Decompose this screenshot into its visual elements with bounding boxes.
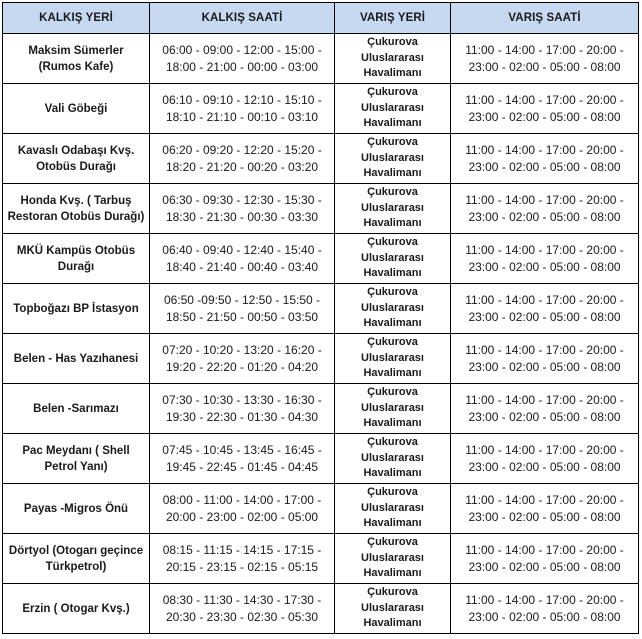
departure-stop-cell: Vali Göbeği	[3, 84, 150, 134]
departure-times-cell	[150, 284, 335, 334]
arrival-times-line: 23:00 - 02:00 - 05:00 - 08:00	[468, 159, 621, 174]
table-row	[3, 284, 639, 334]
header-arrival-time: VARIŞ SAATİ	[451, 3, 639, 34]
departure-stop-cell: Honda Kvş. ( Tarbuş Restoran Otobüs Durağı)	[3, 184, 150, 234]
departure-times-line: 06:10 - 09:10 - 12:10 - 15:10 -	[162, 93, 322, 107]
table-row	[3, 584, 639, 634]
departure-times-cell	[150, 534, 335, 584]
departure-times-line: 07:30 - 10:30 - 13:30 - 16:30 -	[162, 393, 322, 407]
arrival-times-line: 23:00 - 02:00 - 05:00 - 08:00	[468, 259, 621, 274]
destination-cell: Çukurova Uluslararası Havalimanı	[335, 584, 451, 634]
departure-stop-cell: Kavaslı Odabaşı Kvş. Otobüs Durağı	[3, 134, 150, 184]
departure-times-line: 18:50 - 21:50 - 00:50 - 03:50	[165, 309, 319, 324]
table-row	[3, 334, 639, 384]
departure-stop-cell: Dörtyol (Otogarı geçince Türkpetrol)	[3, 534, 150, 584]
arrival-times-cell	[451, 534, 639, 584]
header-arrival-place: VARIŞ YERİ	[335, 3, 451, 34]
arrival-times-cell	[451, 284, 639, 334]
departure-times-line: 06:20 - 09:20 - 12:20 - 15:20 -	[162, 143, 322, 157]
arrival-times-cell	[451, 234, 639, 284]
departure-times-line: 06:50 -09:50 - 12:50 - 15:50 -	[163, 293, 321, 307]
arrival-times-line: 23:00 - 02:00 - 05:00 - 08:00	[468, 59, 621, 74]
destination-cell: Çukurova Uluslararası Havalimanı	[335, 184, 451, 234]
departure-times-line: 20:00 - 23:00 - 02:00 - 05:00	[165, 509, 319, 524]
departure-stop-cell: Belen -Sarımazı	[3, 384, 150, 434]
departure-times-line: 08:15 - 11:15 - 14:15 - 17:15 -	[162, 543, 322, 557]
arrival-times-cell	[451, 84, 639, 134]
destination-cell: Çukurova Uluslararası Havalimanı	[335, 434, 451, 484]
arrival-times-line: 23:00 - 02:00 - 05:00 - 08:00	[468, 509, 621, 524]
departure-times-line: 20:30 - 23:30 - 02:30 - 05:30	[165, 609, 319, 624]
departure-times-cell	[150, 434, 335, 484]
arrival-times-line: 23:00 - 02:00 - 05:00 - 08:00	[468, 459, 621, 474]
destination-cell: Çukurova Uluslararası Havalimanı	[335, 234, 451, 284]
header-departure-time: KALKIŞ SAATİ	[150, 3, 335, 34]
departure-stop-cell: Pac Meydanı ( Shell Petrol Yanı)	[3, 434, 150, 484]
arrival-times-cell	[451, 484, 639, 534]
table-row	[3, 34, 639, 84]
table-row	[3, 484, 639, 534]
arrival-times-cell	[451, 184, 639, 234]
schedule-page	[2, 2, 640, 635]
departure-times-line: 19:30 - 22:30 - 01:30 - 04:30	[165, 409, 319, 424]
arrival-times-cell	[451, 134, 639, 184]
arrival-times-line: 11:00 - 14:00 - 17:00 - 20:00 -	[465, 143, 624, 157]
arrival-times-cell	[451, 334, 639, 384]
destination-cell: Çukurova Uluslararası Havalimanı	[335, 484, 451, 534]
departure-times-cell	[150, 584, 335, 634]
arrival-times-line: 11:00 - 14:00 - 17:00 - 20:00 -	[465, 93, 624, 107]
arrival-times-line: 23:00 - 02:00 - 05:00 - 08:00	[468, 559, 621, 574]
departure-times-cell	[150, 484, 335, 534]
arrival-times-line: 11:00 - 14:00 - 17:00 - 20:00 -	[465, 43, 624, 57]
departure-times-line: 06:40 - 09:40 - 12:40 - 15:40 -	[162, 243, 322, 257]
departure-times-line: 06:00 - 09:00 - 12:00 - 15:00 -	[162, 43, 322, 57]
departure-times-line: 18:00 - 21:00 - 00:00 - 03:00	[165, 59, 319, 74]
departure-times-cell	[150, 34, 335, 84]
departure-times-cell	[150, 134, 335, 184]
table-header	[3, 3, 639, 34]
departure-stop-cell: MKÜ Kampüs Otobüs Durağı	[3, 234, 150, 284]
arrival-times-cell	[451, 584, 639, 634]
departure-times-line: 06:30 - 09:30 - 12:30 - 15:30 -	[162, 193, 322, 207]
departure-stop-cell: Belen - Has Yazıhanesi	[3, 334, 150, 384]
arrival-times-line: 11:00 - 14:00 - 17:00 - 20:00 -	[465, 543, 624, 557]
destination-cell: Çukurova Uluslararası Havalimanı	[335, 534, 451, 584]
table-row	[3, 134, 639, 184]
arrival-times-line: 11:00 - 14:00 - 17:00 - 20:00 -	[465, 593, 624, 607]
table-row	[3, 234, 639, 284]
arrival-times-line: 23:00 - 02:00 - 05:00 - 08:00	[468, 309, 621, 324]
departure-times-line: 18:20 - 21:20 - 00:20 - 03:20	[165, 159, 319, 174]
departure-stop-cell: Erzin ( Otogar Kvş.)	[3, 584, 150, 634]
table-row	[3, 84, 639, 134]
departure-times-cell	[150, 234, 335, 284]
arrival-times-cell	[451, 434, 639, 484]
table-row	[3, 534, 639, 584]
arrival-times-line: 23:00 - 02:00 - 05:00 - 08:00	[468, 609, 621, 624]
departure-times-line: 19:45 - 22:45 - 01:45 - 04:45	[165, 459, 319, 474]
departure-times-line: 08:00 - 11:00 - 14:00 - 17:00 -	[162, 493, 322, 507]
arrival-times-line: 11:00 - 14:00 - 17:00 - 20:00 -	[465, 443, 624, 457]
arrival-times-line: 11:00 - 14:00 - 17:00 - 20:00 -	[465, 393, 624, 407]
departure-times-line: 07:45 - 10:45 - 13:45 - 16:45 -	[162, 443, 322, 457]
departure-times-cell	[150, 334, 335, 384]
destination-cell: Çukurova Uluslararası Havalimanı	[335, 34, 451, 84]
arrival-times-line: 23:00 - 02:00 - 05:00 - 08:00	[468, 109, 621, 124]
destination-cell: Çukurova Uluslararası Havalimanı	[335, 134, 451, 184]
departure-stop-cell: Topboğazı BP İstasyon	[3, 284, 150, 334]
destination-cell: Çukurova Uluslararası Havalimanı	[335, 334, 451, 384]
arrival-times-line: 11:00 - 14:00 - 17:00 - 20:00 -	[465, 243, 624, 257]
arrival-times-line: 23:00 - 02:00 - 05:00 - 08:00	[468, 359, 621, 374]
departure-times-line: 18:10 - 21:10 - 00:10 - 03:10	[165, 109, 319, 124]
departure-stop-cell: Maksim Sümerler (Rumos Kafe)	[3, 34, 150, 84]
destination-cell: Çukurova Uluslararası Havalimanı	[335, 284, 451, 334]
arrival-times-cell	[451, 384, 639, 434]
destination-cell: Çukurova Uluslararası Havalimanı	[335, 384, 451, 434]
arrival-times-line: 11:00 - 14:00 - 17:00 - 20:00 -	[465, 193, 624, 207]
table-row	[3, 434, 639, 484]
arrival-times-line: 11:00 - 14:00 - 17:00 - 20:00 -	[465, 293, 624, 307]
arrival-times-line: 11:00 - 14:00 - 17:00 - 20:00 -	[465, 493, 624, 507]
departure-times-line: 18:40 - 21:40 - 00:40 - 03:40	[165, 259, 319, 274]
arrival-times-line: 11:00 - 14:00 - 17:00 - 20:00 -	[465, 343, 624, 357]
departure-times-line: 20:15 - 23:15 - 02:15 - 05:15	[165, 559, 319, 574]
departure-times-cell	[150, 184, 335, 234]
arrival-times-line: 23:00 - 02:00 - 05:00 - 08:00	[468, 209, 621, 224]
destination-cell: Çukurova Uluslararası Havalimanı	[335, 84, 451, 134]
departure-times-cell	[150, 84, 335, 134]
header-row	[3, 3, 639, 34]
departure-times-line: 19:20 - 22:20 - 01:20 - 04:20	[165, 359, 319, 374]
table-row	[3, 384, 639, 434]
table-body	[3, 34, 639, 634]
departure-times-line: 08:30 - 11:30 - 14:30 - 17:30 -	[162, 593, 322, 607]
arrival-times-line: 23:00 - 02:00 - 05:00 - 08:00	[468, 409, 621, 424]
departure-times-line: 07:20 - 10:20 - 13:20 - 16:20 -	[162, 343, 322, 357]
departure-stop-cell: Payas -Migros Önü	[3, 484, 150, 534]
shuttle-schedule-table	[2, 2, 639, 634]
arrival-times-cell	[451, 34, 639, 84]
departure-times-cell	[150, 384, 335, 434]
table-row	[3, 184, 639, 234]
departure-times-line: 18:30 - 21:30 - 00:30 - 03:30	[165, 209, 319, 224]
header-departure-stop: KALKIŞ YERİ	[3, 3, 150, 34]
